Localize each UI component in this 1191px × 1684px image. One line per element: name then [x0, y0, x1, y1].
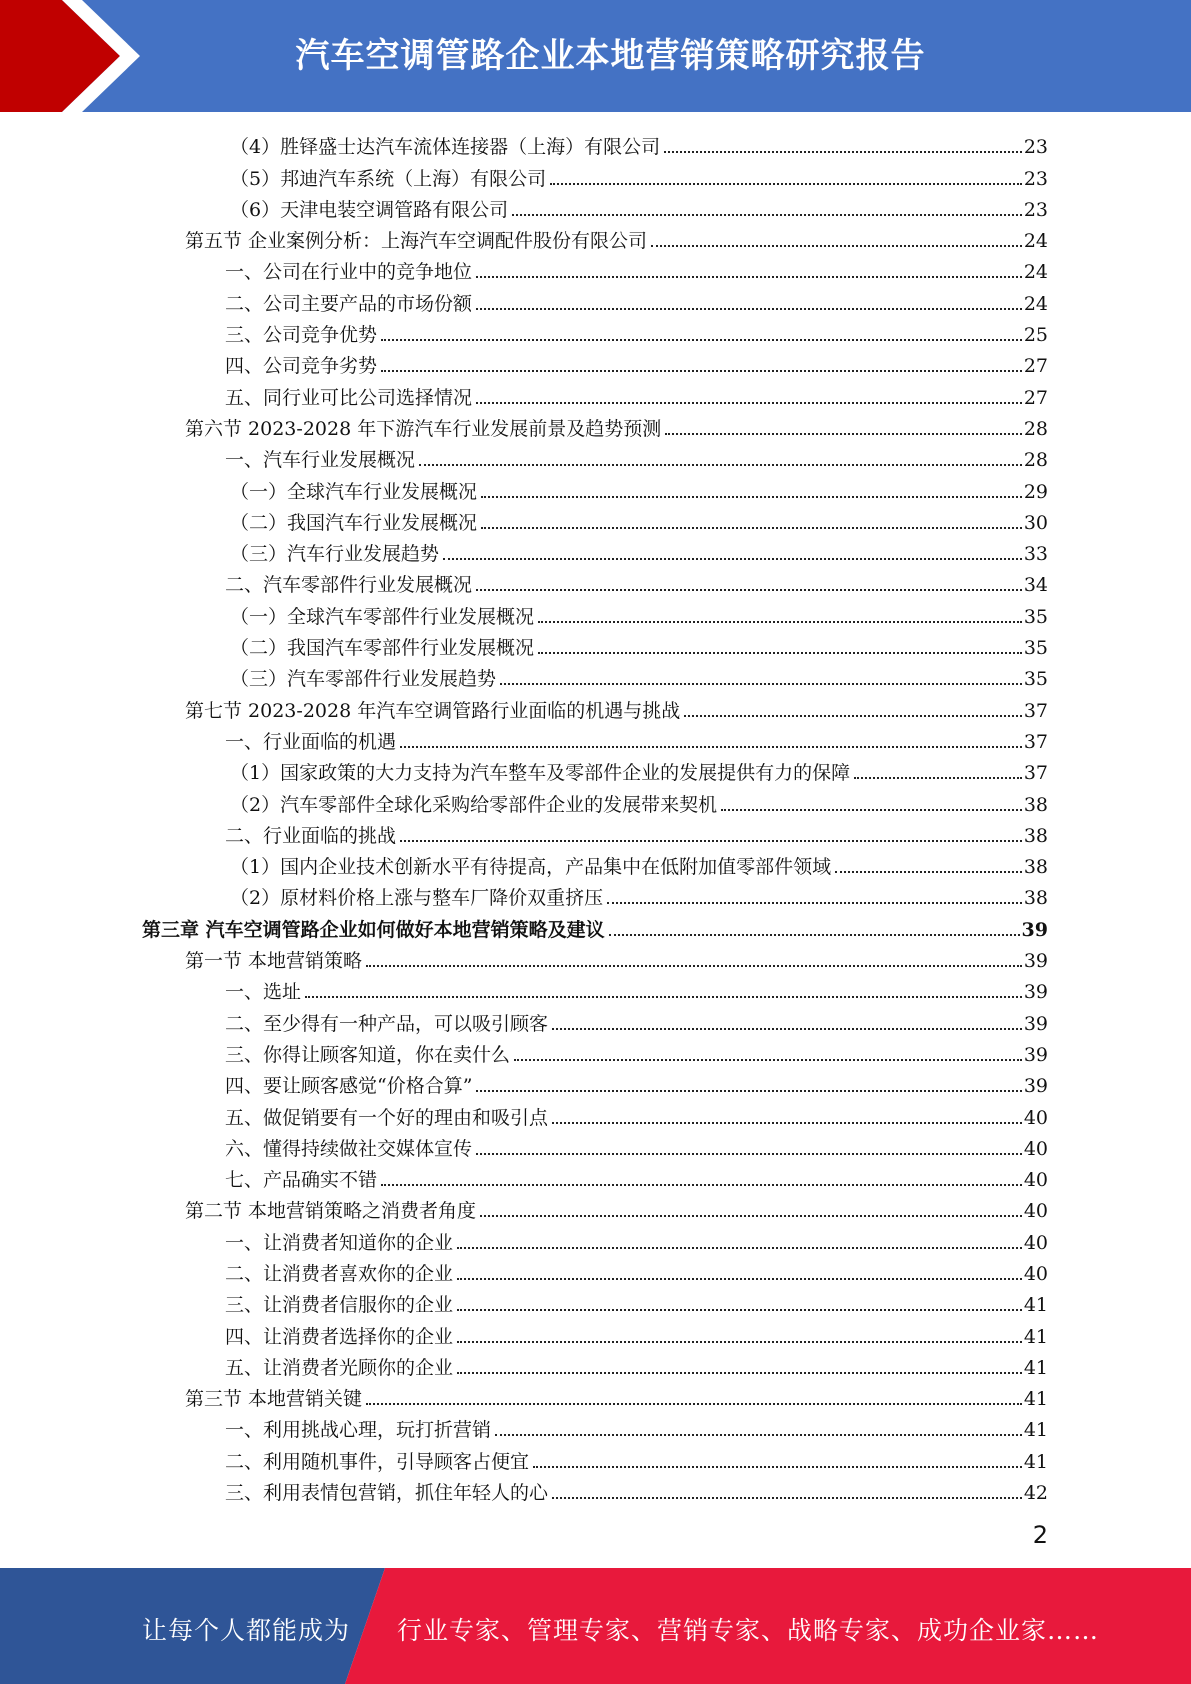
toc-entry[interactable]	[0, 1160, 1191, 1191]
toc-entry[interactable]	[0, 1285, 1191, 1316]
toc-entry-title: （1）国家政策的大力支持为汽车整车及零部件企业的发展提供有力的保障	[230, 762, 851, 785]
toc-entry-page: 33	[1023, 543, 1048, 566]
footer-slogan-left: 让每个人都能成为	[142, 1616, 351, 1645]
toc-entry[interactable]	[0, 1410, 1191, 1441]
report-title: 汽车空调管路企业本地营销策略研究报告	[295, 36, 926, 76]
toc-entry[interactable]	[0, 1254, 1191, 1285]
toc-entry[interactable]	[0, 1473, 1191, 1504]
toc-entry-title: 一、行业面临的机遇	[225, 730, 397, 753]
toc-entry-title: （二）我国汽车零部件行业发展概况	[230, 637, 535, 660]
toc-entry-title: （一）全球汽车零部件行业发展概况	[230, 605, 535, 628]
toc-dot-leader	[457, 1278, 1022, 1280]
toc-entry[interactable]	[0, 283, 1191, 314]
toc-entry[interactable]	[0, 565, 1191, 596]
toc-entry-title: （三）汽车行业发展趋势	[230, 543, 440, 566]
toc-entry[interactable]	[0, 346, 1191, 377]
toc-entry-page: 40	[1023, 1137, 1048, 1160]
toc-dot-leader	[381, 339, 1022, 341]
toc-entry-title: 六、懂得持续做社交媒体宣传	[225, 1137, 473, 1160]
toc-entry-page: 23	[1023, 198, 1048, 221]
toc-entry-page: 39	[1023, 950, 1048, 973]
toc-entry-page: 41	[1023, 1325, 1048, 1348]
toc-entry-page: 27	[1023, 355, 1048, 378]
toc-dot-leader	[514, 1059, 1022, 1061]
toc-entry[interactable]	[0, 1348, 1191, 1379]
toc-entry-title: 第一节 本地营销策略	[185, 950, 363, 973]
toc-entry-title: 第七节 2023-2028 年汽车空调管路行业面临的机遇与挑战	[185, 699, 681, 722]
toc-entry-page: 24	[1023, 261, 1048, 284]
toc-entry[interactable]	[0, 1003, 1191, 1034]
toc-entry-title: （6）天津电装空调管路有限公司	[230, 198, 509, 221]
toc-dot-leader	[305, 996, 1022, 998]
toc-dot-leader	[457, 1309, 1022, 1311]
toc-dot-leader	[664, 151, 1022, 153]
toc-entry-title: 四、让消费者选择你的企业	[225, 1325, 454, 1348]
toc-entry-page: 40	[1023, 1169, 1048, 1192]
toc-entry-title: 二、行业面临的挑战	[225, 824, 397, 847]
toc-entry-title: 五、做促销要有一个好的理由和吸引点	[225, 1106, 549, 1129]
toc-entry-page: 35	[1023, 605, 1048, 628]
toc-entry-page: 35	[1023, 668, 1048, 691]
toc-entry-page: 35	[1023, 637, 1048, 660]
toc-entry-page: 40	[1023, 1231, 1048, 1254]
toc-entry-page: 28	[1023, 449, 1048, 472]
toc-dot-leader	[481, 496, 1022, 498]
toc-entry[interactable]	[0, 722, 1191, 753]
toc-entry-title: （一）全球汽车行业发展概况	[230, 480, 478, 503]
toc-entry-page: 39	[1023, 1043, 1048, 1066]
toc-entry[interactable]	[0, 1129, 1191, 1160]
toc-entry-title: 一、选址	[225, 981, 302, 1004]
toc-entry-title: 第二节 本地营销策略之消费者角度	[185, 1200, 477, 1223]
toc-entry[interactable]	[0, 127, 1191, 158]
toc-entry[interactable]	[0, 1191, 1191, 1222]
toc-dot-leader	[419, 464, 1022, 466]
toc-entry[interactable]	[0, 784, 1191, 815]
toc-dot-leader	[476, 308, 1022, 310]
toc-entry-page: 39	[1023, 1012, 1048, 1035]
toc-entry-page: 42	[1023, 1482, 1048, 1505]
toc-entry-title: 一、公司在行业中的竞争地位	[225, 261, 473, 284]
toc-entry-page: 38	[1023, 856, 1048, 879]
toc-entry-page: 41	[1023, 1419, 1048, 1442]
toc-dot-leader	[366, 965, 1022, 967]
toc-entry-title: 二、至少得有一种产品，可以吸引顾客	[225, 1012, 549, 1035]
toc-dot-leader	[500, 683, 1022, 685]
toc-entry[interactable]	[0, 503, 1191, 534]
toc-entry-page: 40	[1023, 1200, 1048, 1223]
toc-entry[interactable]	[0, 440, 1191, 471]
toc-entry[interactable]	[0, 315, 1191, 346]
toc-dot-leader	[480, 1215, 1022, 1217]
toc-entry-page: 41	[1023, 1388, 1048, 1411]
toc-dot-leader	[533, 1466, 1022, 1468]
toc-dot-leader	[607, 902, 1022, 904]
toc-dot-leader	[495, 1434, 1022, 1436]
toc-dot-leader	[552, 1028, 1022, 1030]
toc-entry[interactable]	[0, 471, 1191, 502]
toc-entry[interactable]	[0, 409, 1191, 440]
toc-entry[interactable]	[0, 1222, 1191, 1253]
toc-dot-leader	[550, 183, 1022, 185]
toc-entry-page: 41	[1023, 1450, 1048, 1473]
toc-dot-leader	[457, 1372, 1022, 1374]
toc-dot-leader	[381, 1184, 1022, 1186]
toc-entry-title: （2）原材料价格上涨与整车厂降价双重挤压	[230, 887, 604, 910]
toc-dot-leader	[476, 589, 1022, 591]
toc-entry-title: 二、让消费者喜欢你的企业	[225, 1262, 454, 1285]
toc-entry[interactable]	[0, 1379, 1191, 1410]
toc-entry-title: 三、让消费者信服你的企业	[225, 1294, 454, 1317]
toc-dot-leader	[835, 871, 1022, 873]
toc-entry-title: 四、公司竞争劣势	[225, 355, 378, 378]
toc-entry-title: 第三节 本地营销关键	[185, 1388, 363, 1411]
toc-dot-leader	[476, 1153, 1022, 1155]
toc-dot-leader	[651, 245, 1022, 247]
toc-entry-title: 第五节 企业案例分析：上海汽车空调配件股份有限公司	[185, 230, 648, 253]
toc-entry[interactable]	[0, 1441, 1191, 1472]
toc-entry-title: 七、产品确实不错	[225, 1169, 378, 1192]
toc-dot-leader	[665, 433, 1022, 435]
toc-entry-title: 二、汽车零部件行业发展概况	[225, 574, 473, 597]
toc-entry-page: 40	[1023, 1106, 1048, 1129]
toc-entry[interactable]	[0, 753, 1191, 784]
toc-entry-page: 38	[1023, 824, 1048, 847]
toc-entry-title: 三、你得让顾客知道，你在卖什么	[225, 1043, 511, 1066]
toc-entry-page: 39	[1023, 981, 1048, 1004]
toc-dot-leader	[457, 1341, 1022, 1343]
toc-dot-leader	[854, 777, 1022, 779]
toc-entry[interactable]	[0, 972, 1191, 1003]
toc-entry[interactable]	[0, 847, 1191, 878]
toc-entry-title: （5）邦迪汽车系统（上海）有限公司	[230, 167, 547, 190]
toc-entry[interactable]	[0, 1097, 1191, 1128]
toc-entry-title: 二、公司主要产品的市场份额	[225, 292, 473, 315]
toc-entry-title: 一、让消费者知道你的企业	[225, 1231, 454, 1254]
page-footer	[0, 1568, 1191, 1684]
toc-entry-title: （4）胜铎盛士达汽车流体连接器（上海）有限公司	[230, 136, 661, 159]
toc-dot-leader	[721, 809, 1022, 811]
toc-dot-leader	[476, 402, 1022, 404]
toc-entry-title: 二、利用随机事件，引导顾客占便宜	[225, 1450, 530, 1473]
toc-entry-page: 24	[1023, 292, 1048, 315]
toc-entry-page: 41	[1023, 1294, 1048, 1317]
toc-dot-leader	[457, 1247, 1022, 1249]
toc-entry-page: 39	[1023, 1075, 1048, 1098]
toc-entry-page: 23	[1023, 167, 1048, 190]
toc-entry-page: 38	[1023, 793, 1048, 816]
toc-entry[interactable]	[0, 377, 1191, 408]
toc-entry-title: 五、让消费者光顾你的企业	[225, 1356, 454, 1379]
toc-entry[interactable]	[0, 941, 1191, 972]
table-of-contents	[0, 127, 1191, 1504]
toc-dot-leader	[538, 652, 1022, 654]
toc-entry-page: 41	[1023, 1356, 1048, 1379]
toc-entry-page: 37	[1023, 762, 1048, 785]
footer-slogan-right: 行业专家、管理专家、营销专家、战略专家、成功企业家……	[397, 1616, 1100, 1645]
toc-entry-page: 27	[1023, 386, 1048, 409]
toc-dot-leader	[481, 527, 1022, 529]
toc-entry-page: 23	[1023, 136, 1048, 159]
toc-entry-title: 三、利用表情包营销，抓住年轻人的心	[225, 1482, 549, 1505]
toc-entry-page: 24	[1023, 230, 1048, 253]
toc-entry-title: 五、同行业可比公司选择情况	[225, 386, 473, 409]
page-number: 2	[1032, 1521, 1048, 1549]
toc-dot-leader	[684, 715, 1022, 717]
toc-entry[interactable]	[0, 596, 1191, 627]
toc-entry-page: 25	[1023, 324, 1048, 347]
toc-dot-leader	[366, 1403, 1022, 1405]
toc-entry[interactable]	[0, 909, 1191, 940]
toc-entry[interactable]	[0, 628, 1191, 659]
toc-entry-title: 第三章 汽车空调管路企业如何做好本地营销策略及建议	[142, 918, 605, 941]
toc-entry-page: 37	[1023, 699, 1048, 722]
toc-entry[interactable]	[0, 534, 1191, 565]
toc-entry[interactable]	[0, 690, 1191, 721]
toc-dot-leader	[476, 276, 1022, 278]
toc-entry-page: 39	[1021, 918, 1048, 941]
toc-entry-title: （2）汽车零部件全球化采购给零部件企业的发展带来契机	[230, 793, 718, 816]
toc-entry[interactable]	[0, 158, 1191, 189]
toc-entry-page: 40	[1023, 1262, 1048, 1285]
toc-entry[interactable]	[0, 659, 1191, 690]
toc-entry-title: 四、要让顾客感觉“价格合算”	[225, 1075, 473, 1098]
toc-dot-leader	[552, 1497, 1022, 1499]
toc-entry[interactable]	[0, 252, 1191, 283]
toc-entry-title: （1）国内企业技术创新水平有待提高，产品集中在低附加值零部件领域	[230, 856, 832, 879]
toc-entry-page: 38	[1023, 887, 1048, 910]
toc-dot-leader	[400, 840, 1022, 842]
toc-dot-leader	[476, 1090, 1021, 1092]
toc-entry-page: 29	[1023, 480, 1048, 503]
toc-entry-title: （三）汽车零部件行业发展趋势	[230, 668, 497, 691]
toc-dot-leader	[443, 558, 1022, 560]
page-header	[0, 0, 1191, 112]
toc-entry-page: 28	[1023, 417, 1048, 440]
toc-entry[interactable]	[0, 1035, 1191, 1066]
toc-entry[interactable]	[0, 816, 1191, 847]
toc-dot-leader	[381, 370, 1022, 372]
toc-dot-leader	[400, 746, 1022, 748]
toc-entry-page: 34	[1023, 574, 1048, 597]
toc-entry-title: 三、公司竞争优势	[225, 324, 378, 347]
toc-entry-title: 第六节 2023-2028 年下游汽车行业发展前景及趋势预测	[185, 417, 662, 440]
toc-entry[interactable]	[0, 190, 1191, 221]
toc-dot-leader	[552, 1122, 1022, 1124]
toc-entry-title: 一、汽车行业发展概况	[225, 449, 416, 472]
toc-dot-leader	[538, 621, 1022, 623]
toc-entry[interactable]	[0, 1316, 1191, 1347]
toc-dot-leader	[512, 214, 1022, 216]
toc-entry[interactable]	[0, 878, 1191, 909]
toc-entry[interactable]	[0, 1066, 1191, 1097]
toc-entry-title: 一、利用挑战心理，玩打折营销	[225, 1419, 492, 1442]
toc-entry-page: 30	[1023, 511, 1048, 534]
toc-dot-leader	[609, 934, 1020, 936]
toc-entry[interactable]	[0, 221, 1191, 252]
toc-entry-title: （二）我国汽车行业发展概况	[230, 511, 478, 534]
toc-entry-page: 37	[1023, 730, 1048, 753]
